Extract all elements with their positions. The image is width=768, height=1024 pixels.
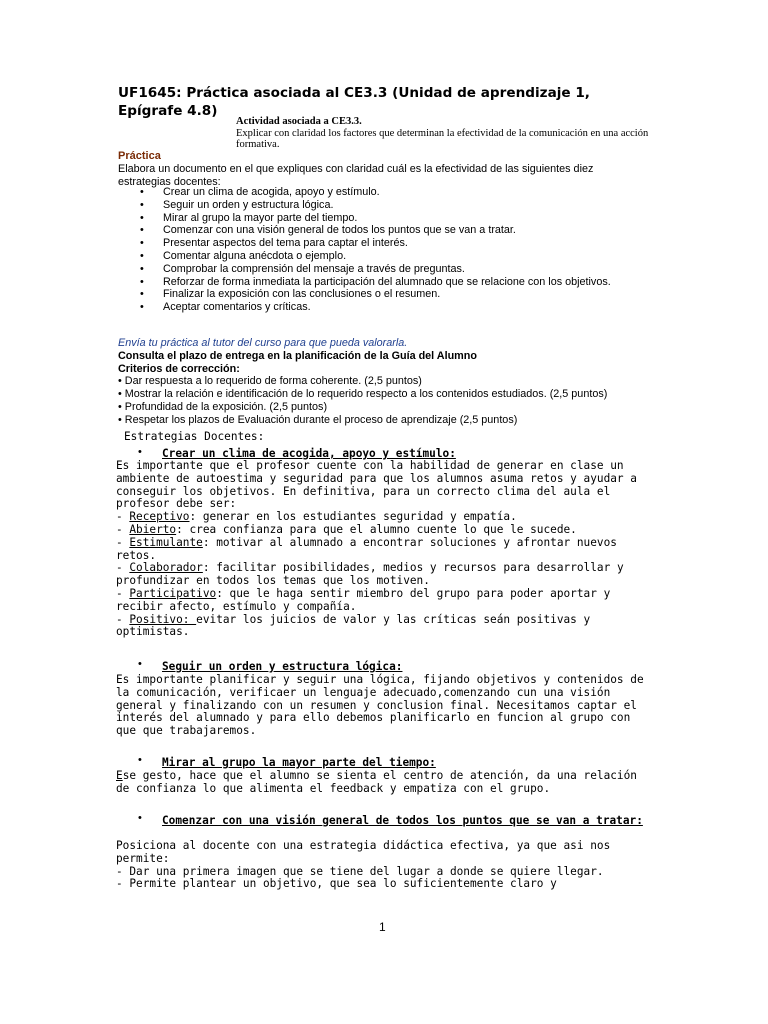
list-item: - Dar una primera imagen que se tiene del lugar a donde se quiere llegar. <box>116 864 604 878</box>
list-item: • Reforzar de forma inmediata la participación del alumnado que se relacione con los objetivos. <box>140 275 611 288</box>
list-item: - Estimulante: motivar al alumnado a encontrar soluciones y afrontar nuevos retos. <box>116 535 617 562</box>
list-item: - Positivo: evitar los juicios de valor y las críticas seán positivas y optimistas. <box>116 612 591 639</box>
send-note: Envía tu práctica al tutor del curso para que pueda valorarla. <box>118 337 408 349</box>
section-body-clima <box>116 460 656 639</box>
answer-heading: Estrategias Docentes: <box>124 430 265 443</box>
section-body-vision <box>116 840 656 891</box>
bullet-icon: • <box>140 249 144 262</box>
section-title-vision: Comenzar con una visión general de todos los puntos que se van a tratar: <box>162 814 643 827</box>
list-item: - Receptivo: generar en los estudiantes seguridad y empatía. <box>116 510 517 524</box>
list-item: - Participativo: que le haga sentir miembro del grupo para poder aportar y recibir afecto, estímulo y compañía. <box>116 586 611 613</box>
bullet-icon: • <box>138 446 142 458</box>
criteria-item: • Profundidad de la exposición. (2,5 puntos) <box>118 400 328 413</box>
criteria-item: • Respetar los plazos de Evaluación durante el proceso de aprendizaje (2,5 puntos) <box>118 413 518 426</box>
bullet-icon: • <box>140 237 144 250</box>
strategy-list <box>118 186 648 314</box>
section-body-mirar: Ese gesto, hace que el alumno se sienta el centro de atención, da una relación de confianza lo que alimenta el feedback y empatiza con el grupo. <box>116 769 637 795</box>
list-item: - Colaborador: facilitar posibilidades, medios y recursos para desarrollar y profundizar en todos los temas que los motiven. <box>116 561 624 588</box>
term: Colaborador <box>129 561 203 575</box>
list-item: - Permite plantear un objetivo, que sea lo suficientemente claro y <box>116 877 557 891</box>
section-title-mirar: Mirar al grupo la mayor parte del tiempo: <box>162 756 436 769</box>
section-body-orden: Es importante planificar y seguir una lógica, fijando objetivos y contenidos de la comunicación, verificaer un lenguaje adecuado,comenzando cun una visión general y finalizando con un resumen y conclusion final. Necesitamos captar el interés del alumnado y para ello debemos planificarlo en funcion al grupo con que que trabajaremos. <box>116 673 644 738</box>
list-item: • Comentar alguna anécdota o ejemplo. <box>140 249 347 262</box>
list-item: • Finalizar la exposición con las conclusiones o el resumen. <box>140 288 441 301</box>
activity-text: Explicar con claridad los factores que determinan la efectividad de la comunicación en una acción formativa. <box>236 127 649 150</box>
list-item: • Mirar al grupo la mayor parte del tiempo. <box>140 211 358 224</box>
term: Receptivo <box>129 510 190 524</box>
criteria-item: • Dar respuesta a lo requerido de forma coherente. (2,5 puntos) <box>118 375 422 388</box>
bullet-icon: • <box>140 224 144 237</box>
term: Participativo <box>129 586 217 600</box>
activity-block <box>236 116 656 151</box>
bullet-icon: • <box>140 262 144 275</box>
bullet-icon: • <box>138 658 142 670</box>
criteria-heading: Criterios de corrección: <box>118 362 240 375</box>
page-number: 1 <box>379 920 386 934</box>
list-item: • Comprobar la comprensión del mensaje a través de preguntas. <box>140 262 465 275</box>
list-item: • Crear un clima de acogida, apoyo y estímulo. <box>140 186 380 198</box>
bullet-icon: • <box>140 301 144 314</box>
bullet-icon: • <box>140 186 144 198</box>
bullet-icon: • <box>140 275 144 288</box>
section-title-clima: Crear un clima de acogida, apoyo y estímulo: <box>162 447 456 460</box>
list-item: - Abierto: crea confianza para que el alumno cuente lo que le sucede. <box>116 522 577 536</box>
term: Abierto <box>129 522 177 536</box>
term: Estimulante <box>129 535 203 549</box>
bullet-icon: • <box>138 754 142 766</box>
bullet-icon: • <box>140 288 144 301</box>
list-item: • Comenzar con una visión general de todos los puntos que se van a tratar. <box>140 224 516 237</box>
deadline-note: Consulta el plazo de entrega en la planificación de la Guía del Alumno <box>118 349 477 362</box>
term: Positivo: <box>129 612 197 626</box>
paragraph: Es importante que el profesor cuente con la habilidad de generar en clase un ambiente de autoestima y seguridad para que los alumnos asuma retos y ayudar a conseguir los objetivos. En definitiva, para un correcto clima del aula el profesor debe ser: <box>116 459 637 511</box>
list-item: • Seguir un orden y estructura lógica. <box>140 198 334 211</box>
activity-heading: Actividad asociada a CE3.3. <box>236 116 362 127</box>
criteria-item: • Mostrar la relación e identificación de lo requerido respecto a los contenidos estudiados. (2,5 puntos) <box>118 388 608 401</box>
list-item: • Presentar aspectos del tema para captar el interés. <box>140 237 408 250</box>
section-title-orden: Seguir un orden y estructura lógica: <box>162 660 403 673</box>
paragraph: Posiciona al docente con una estrategia didáctica efectiva, ya que asi nos permite: <box>116 839 611 865</box>
practica-intro: Elabora un documento en el que expliques con claridad cuál es la efectividad de las siguientes diez estrategias docentes: <box>118 163 594 188</box>
page-title: UF1645: Práctica asociada al CE3.3 (Unidad de aprendizaje 1, Epígrafe 4.8) <box>118 85 590 119</box>
bullet-icon: • <box>138 812 142 824</box>
bullet-icon: • <box>140 211 144 224</box>
list-item: • Aceptar comentarios y críticas. <box>140 301 311 314</box>
practica-heading: Práctica <box>118 150 161 162</box>
criteria-block <box>118 337 648 427</box>
bullet-icon: • <box>140 198 144 211</box>
